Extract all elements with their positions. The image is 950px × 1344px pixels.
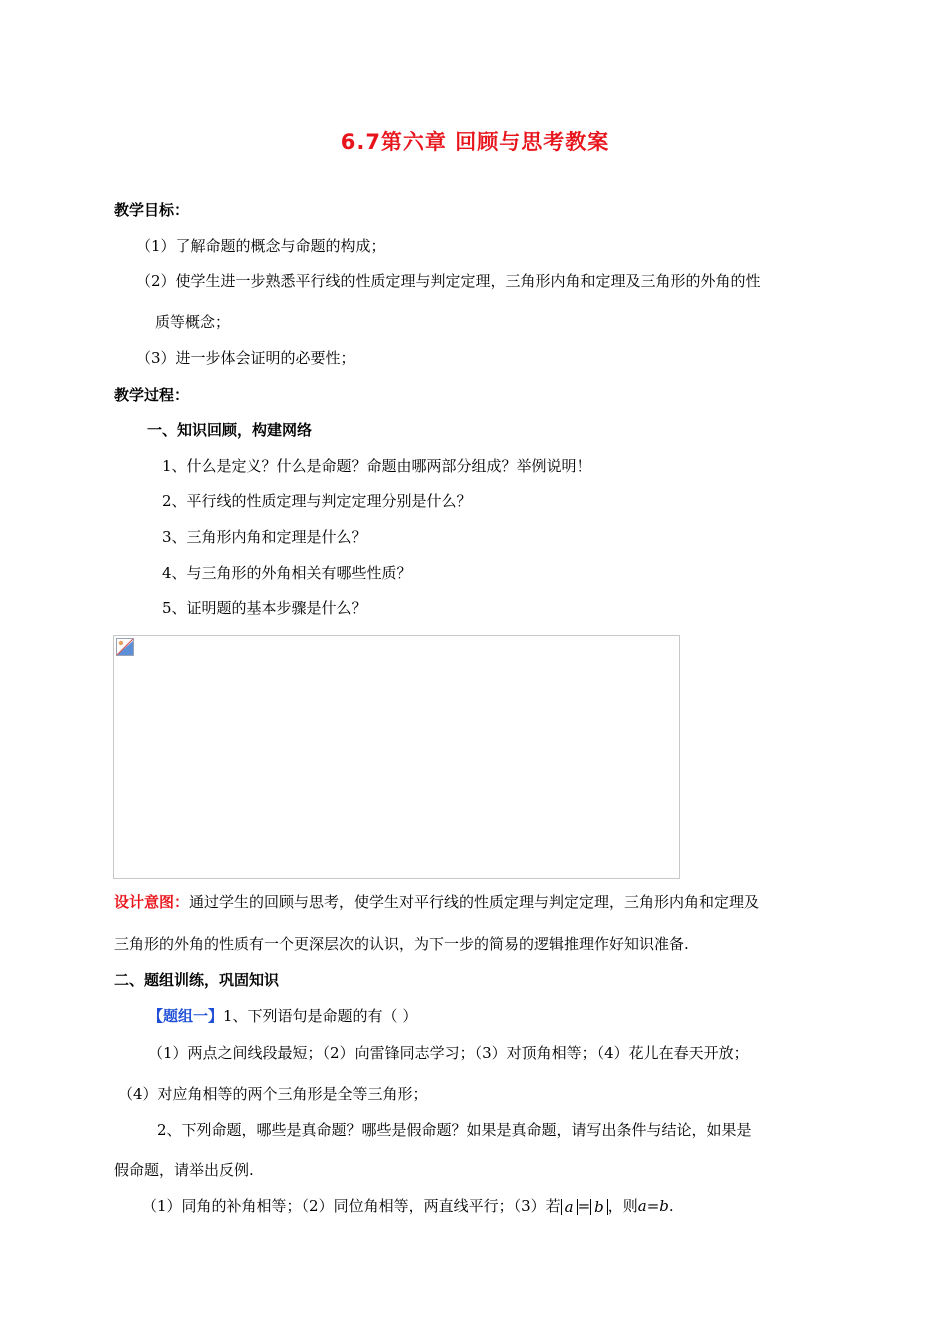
review-question: 1、什么是定义？什么是命题？命题由哪两部分组成？举例说明！	[162, 457, 592, 475]
period: .	[668, 1197, 674, 1215]
question-text: 1、下列语句是命题的有（ ）	[223, 1007, 418, 1025]
review-question: 3、三角形内角和定理是什么？	[162, 528, 367, 546]
goal-item: 质等概念；	[155, 313, 231, 331]
conclusion: a=b	[637, 1197, 669, 1215]
abs-a: a	[561, 1199, 578, 1215]
group1-question2: 2、下列命题，哪些是真命题？哪些是假命题？如果是真命题，请写出条件与结论，如果是	[157, 1121, 752, 1139]
design-intent-label: 设计意图：	[114, 893, 190, 911]
page-title: 6.7第六章 回顾与思考教案	[340, 130, 610, 154]
group1-question2-cont: 假命题，请举出反例.	[114, 1161, 254, 1179]
items-text: （1）同角的补角相等；（2）同位角相等，两直线平行；（3）若	[142, 1197, 561, 1215]
question2-items	[142, 1196, 674, 1216]
goals-heading: 教学目标：	[114, 201, 190, 219]
review-question: 4、与三角形的外角相关有哪些性质？	[162, 564, 412, 582]
knowledge-network-image	[113, 635, 680, 879]
section2-heading: 二、题组训练，巩固知识	[114, 971, 280, 989]
question-options: （4）对应角相等的两个三角形是全等三角形；	[118, 1085, 428, 1103]
group1-question1	[148, 1006, 417, 1026]
design-intent-line1	[114, 892, 759, 912]
process-heading: 教学过程：	[114, 386, 190, 404]
broken-image-icon	[116, 638, 134, 656]
question-options: （1）两点之间线段最短；（2）向雷锋同志学习；（3）对顶角相等；（4）花儿在春天开放；	[148, 1044, 749, 1062]
design-intent-text: 通过学生的回顾与思考，使学生对平行线的性质定理与判定定理，三角形内角和定理及	[189, 893, 760, 911]
goal-item: （1）了解命题的概念与命题的构成；	[136, 237, 386, 255]
section1-heading: 一、知识回顾，构建网络	[147, 421, 313, 439]
equals: =	[577, 1197, 591, 1215]
abs-b: b	[590, 1199, 608, 1215]
review-question: 2、平行线的性质定理与判定定理分别是什么？	[162, 492, 472, 510]
goal-item: （3）进一步体会证明的必要性；	[136, 349, 356, 367]
review-question: 5、证明题的基本步骤是什么？	[162, 599, 367, 617]
design-intent-line2: 三角形的外角的性质有一个更深层次的认识，为下一步的简易的逻辑推理作好知识准备.	[114, 935, 689, 953]
then-text: ，则	[607, 1197, 638, 1215]
goal-item: （2）使学生进一步熟悉平行线的性质定理与判定定理，三角形内角和定理及三角形的外角的性	[136, 272, 761, 290]
group-label: 【题组一】	[148, 1007, 224, 1025]
